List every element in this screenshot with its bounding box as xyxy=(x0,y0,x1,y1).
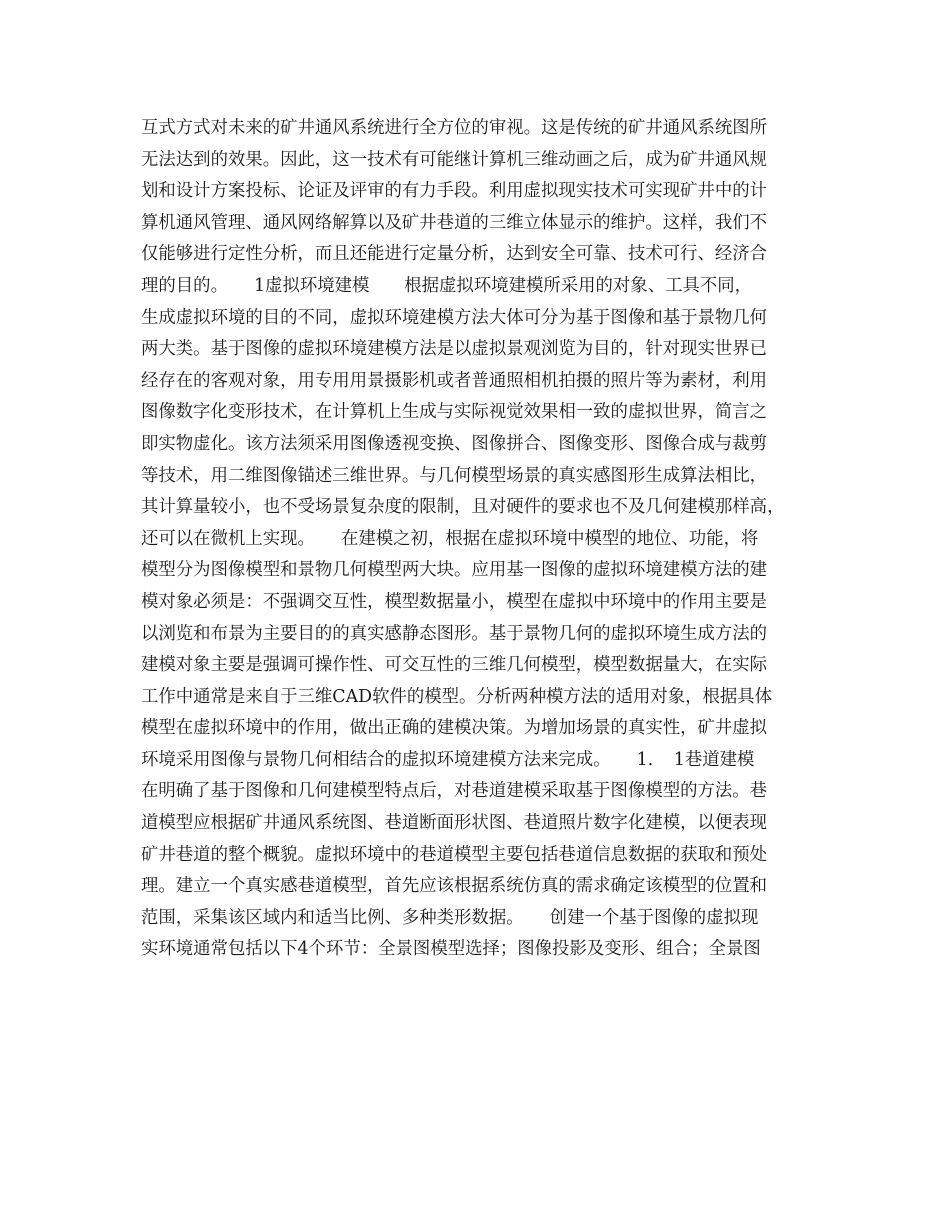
text-line-14: 还可以在微机上实现。 在建模之初，根据在虚拟环境中模型的地位、功能，将 xyxy=(141,528,759,549)
text-line-8: 两大类。基于图像的虚拟环境建模方法是以虚拟景观浏览为目的，针对现实世界已 xyxy=(141,339,768,360)
text-line-19: 工作中通常是来自于三维CAD软件的模型。分析两种模方法的适用对象，根据具体 xyxy=(141,686,773,707)
text-line-12: 等技术，用二维图像锚述三维世界。与几何模型场景的真实感图形生成算法相比， xyxy=(141,465,768,486)
text-line-1: 互式方式对未来的矿井通风系统进行全方位的审视。这是传统的矿井通风系统图所 xyxy=(141,118,768,138)
text-line-16: 模对象必须是：不强调交互性，模型数据量小，模型在虚拟中环境中的作用主要是 xyxy=(141,591,768,612)
text-line-18: 建模对象主要是强调可操作性、可交互性的三维几何模型，模型数据量大，在实际 xyxy=(141,655,768,676)
text-line-15: 模型分为图像模型和景物几何模型两大块。应用基一图像的虚拟环境建模方法的建 xyxy=(141,560,768,581)
text-line-22: 在明确了基于图像和几何建模型特点后，对巷道建模采取基于图像模型的方法。巷 xyxy=(141,781,768,802)
text-line-9: 经存在的客观对象，用专用用景摄影机或者普通照相机拍摄的照片等为素材，利用 xyxy=(141,370,768,391)
text-line-21: 环境采用图像与景物几何相结合的虚拟环境建模方法来完成。 1． 1巷道建模 xyxy=(141,749,755,770)
text-line-23: 道模型应根据矿井通风系统图、巷道断面形状图、巷道照片数字化建模，以便表现 xyxy=(141,813,768,834)
body-text xyxy=(141,113,821,966)
text-line-17: 以浏览和布景为主要目的的真实感静态图形。基于景物几何的虚拟环境生成方法的 xyxy=(141,623,768,644)
text-line-20: 模型在虚拟环境中的作用，做出正确的建模决策。为增加场景的真实性，矿井虚拟 xyxy=(141,718,768,739)
text-line-26: 范围，采集该区域内和适当比例、多种类形数据。 创建一个基于图像的虚拟现 xyxy=(141,907,759,928)
text-line-10: 图像数字化变形技术，在计算机上生成与实际视觉效果相一致的虚拟世界，简言之 xyxy=(141,402,768,423)
text-line-25: 理。建立一个真实感巷道模型，首先应该根据系统仿真的需求确定该模型的位置和 xyxy=(141,876,768,897)
text-line-2: 无法达到的效果。因此，这一技术有可能继计算机三维动画之后，成为矿井通风规 xyxy=(141,149,768,170)
text-line-13: 其计算量较小，也不受场景复杂度的限制，且对硬件的要求也不及几何建模那样高， xyxy=(141,497,785,518)
text-line-24: 矿井巷道的整个概貌。虚拟环境中的巷道模型主要包括巷道信息数据的获取和预处 xyxy=(141,844,768,865)
text-line-3: 划和设计方案投标、论证及评审的有力手段。利用虚拟现实技术可实现矿井中的计 xyxy=(141,181,768,202)
text-line-5: 仅能够进行定性分析，而且还能进行定量分析，达到安全可靠、技术可行、经济合 xyxy=(141,244,768,265)
text-line-7: 生成虚拟环境的目的不同，虚拟环境建模方法大体可分为基于图像和基于景物几何 xyxy=(141,307,768,328)
text-line-4: 算机通风管理、通风网络解算以及矿井巷道的三维立体显示的维护。这样，我们不 xyxy=(141,212,768,233)
text-line-6: 理的目的。 1虚拟环境建模 根据虚拟环境建模所采用的对象、工具不同， xyxy=(141,275,753,296)
text-line-27: 实环境通常包括以下4个环节：全景图模型选择；图像投影及变形、组合；全景图 xyxy=(141,939,761,960)
text-line-11: 即实物虚化。该方法须采用图像透视变换、图像拼合、图像变形、图像合成与裁剪 xyxy=(141,433,768,454)
